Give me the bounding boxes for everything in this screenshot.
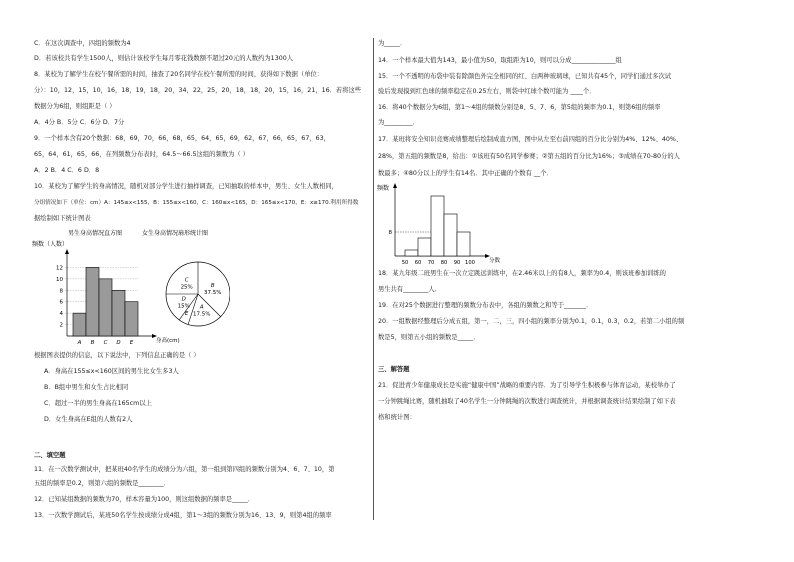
histogram-bar — [431, 196, 444, 256]
text-line: 男生共有________人． — [378, 286, 441, 293]
y-tick-label: 8 — [59, 288, 63, 295]
x-tick-label: 90 — [453, 260, 461, 266]
text-line: 21．促进青少年健康成长是实施“健康中国”战略的重要内容．为了引导学生积极参与体育运动，某校举办了 — [378, 382, 676, 389]
histogram-xlabel: 身高(cm) — [156, 338, 180, 344]
histogram-bar — [418, 238, 431, 256]
text-line: A．2 B．4 C．6 D．8 — [34, 167, 100, 174]
histogram-bar — [99, 279, 112, 336]
histogram-bar — [112, 290, 125, 336]
option-a: A．身高在155≤x<160区间的男生比女生多3人 — [44, 368, 179, 375]
pie-chart — [166, 262, 230, 326]
section-heading: 三、解答题 — [378, 366, 410, 373]
pie-category-label: A — [199, 304, 204, 311]
text-line: 20．一组数据经整理后分成五组，第一，二，三，四小组的频率分别为0.1，0.1，0.3，0.2，若第二小组的频 — [378, 318, 685, 325]
histogram-title: 男生身高情况直方图 — [68, 230, 123, 237]
option-d: D．女生身高在E组的人数有2人 — [44, 416, 133, 423]
x-tick-label: D — [116, 340, 121, 346]
figure-height-charts — [30, 226, 230, 348]
text-line: 数最多；④80分以上的学生有14名．其中正确的个数有 __个． — [378, 170, 553, 177]
text-line: 数是5，则第五小组的频数是_____． — [378, 334, 480, 341]
text-line: 格和统计图： — [378, 414, 416, 421]
text-line: 28%，第五组的频数是8，给出：①该班有50名同学参赛；②第五组的百分比为16%；③成绩在70-80分的人 — [378, 153, 680, 160]
text-line: C．在这次调查中，四组的频数为4 — [34, 40, 131, 47]
text-line: 8．某校为了解学生在校午餐所需的时间，抽查了20名同学在校午餐所需的时间，获得如下数据（单位： — [34, 71, 324, 78]
text-line: A．4分 B．5分 C．6分 D．7分 — [34, 119, 125, 126]
text-line: 为_____． — [378, 40, 407, 47]
x-tick-label: B — [90, 340, 95, 346]
text-line: 10．某校为了解学生的身高情况，随机对部分学生进行抽样调查，已知抽取的样本中，男生、女生人数相同， — [34, 183, 338, 190]
text-line: 18．某九年级二班男生在一次立定跳远训练中，在2.46米以上的有8人，频率为0.4，则该班参加训练的 — [378, 270, 666, 277]
histogram-bar — [73, 313, 86, 336]
histogram-bar — [405, 250, 418, 256]
pie-percent-label: 37.5% — [204, 289, 222, 296]
x-tick-label: C — [103, 340, 108, 346]
x-tick-label: 70 — [427, 260, 435, 266]
text-line: 一分钟跳绳比赛，随机抽取了40名学生一分钟跳绳的次数进行调查统计，并根据调查统计结果绘制了如下表 — [378, 398, 676, 405]
pie-category-label: E — [184, 311, 189, 318]
pie-category-label: C — [184, 277, 189, 284]
histogram2-ylabel: 频数 — [377, 185, 390, 192]
text-line: 19．在对25个数据进行整理的频数分布表中，各组的频数之和等于_______． — [378, 302, 593, 309]
pie-category-label: B — [210, 282, 215, 289]
text-line: D．若该校共有学生1500人，则估计该校学生每月零花钱数额不超过20元的人数约为1300人 — [34, 55, 294, 62]
text-line: 据绘制如下统计图表 — [34, 215, 91, 222]
y-tick-label: 6 — [59, 299, 63, 306]
text-line: 为_________． — [378, 119, 419, 126]
text-line: 12．已知某组数据的频数为70，样本容量为100，则这组数据的频率是_____． — [34, 496, 255, 503]
x-tick-label: 80 — [440, 260, 448, 266]
text-line: 五组的频率是0.2，则第六组的频数是________． — [34, 480, 170, 487]
pie-percent-label: 17.5% — [192, 311, 211, 318]
y-arrow-icon — [65, 249, 69, 254]
x-tick-label: 50 — [401, 260, 409, 266]
histogram-bar — [86, 267, 99, 336]
option-c: C．超过一半的男生身高在165cm以上 — [44, 400, 152, 407]
text-line: 65，64，61，65，66，在列频数分布表时，64.5～66.5这组的频数为（ ） — [34, 151, 249, 158]
x-tick-label: A — [77, 340, 82, 346]
histogram2-xlabel: 分数 — [489, 258, 501, 264]
y-tick-label: 12 — [56, 265, 63, 272]
pie-title: 女生身高情况扇形统计图 — [142, 230, 209, 237]
histogram-ylabel: 频数（人数） — [32, 241, 69, 248]
y-tick-label: 8 — [388, 230, 392, 236]
pie-percent-label: 25% — [180, 284, 193, 291]
text-line: 验后发现摸到红色球的频率稳定在0.25左右，则袋中红球个数可能为 ____个． — [378, 88, 596, 95]
option-b: B．B组中男生和女生占比相同 — [44, 384, 129, 391]
y-tick-label: 2 — [59, 322, 63, 329]
x-tick-label: 60 — [414, 260, 422, 266]
y-tick-label: 10 — [56, 276, 63, 283]
figure-score-histogram — [375, 180, 515, 266]
text-line: 根据图表提供的信息，以下说法中，下列信息正确的是（ ） — [34, 352, 200, 359]
column-divider — [373, 38, 374, 520]
histogram-bar — [457, 232, 470, 256]
text-line: 13．一次数学测试后，某班50名学生按成绩分成4组，第1～3组的频数分别为16、13、9，则第4组的频率 — [34, 512, 332, 519]
text-line: 数据分为6组，则组距是（ ） — [34, 103, 116, 110]
section-heading: 二、填空题 — [34, 452, 66, 459]
text-line: 15．一个不透明的布袋中装有除颜色外完全相同的红、白两种玻璃球，已知共有45个，同学们通过多次试 — [378, 73, 672, 80]
x-tick-label: 100 — [465, 260, 475, 266]
histogram-bar — [125, 302, 138, 336]
pie-percent-label: 15% — [177, 303, 190, 310]
text-line: 17．某班将安全知识竞赛成绩整理后绘制成直方图，图中从左至右前四组的百分比分别为4%、12%、40%、 — [378, 136, 683, 143]
histogram — [56, 249, 157, 346]
text-line: 14．一个样本最大值为143，最小值为50，取组距为10，则可以分成______________组 — [378, 57, 622, 64]
x-tick-label: E — [129, 340, 134, 346]
text-line: 分组情况如下（单位：cm）A：145≤x<155，B：155≤x<160，C：160≤x<165，D：165≤x<170，E：x≥170.利用所得数 — [34, 200, 359, 206]
text-line: 11．在一次数学测试中，把某班40名学生的成绩分为六组，第一组到第四组的频数分别为4、6、7、10，第 — [34, 466, 335, 473]
text-line: 16．将40个数据分为6组，第1～4组的频数分别是8、5、7、6，第5组的频率为0.1，则第6组的频率 — [378, 104, 661, 111]
histogram-bar — [444, 214, 457, 256]
y-arrow-icon — [393, 183, 397, 188]
y-tick-label: 4 — [59, 311, 63, 318]
pie-category-label: D — [181, 296, 186, 303]
text-line: 分）：10，12，15，10，16，18，19，18，20，34，22，25，20，18，18，20，15，16，21，16．若将这些 — [34, 87, 362, 94]
text-line: 9．一个样本含有20个数据：68，69，70，66，68，65，64，65，69，62，67，66，65，67，63， — [34, 135, 330, 142]
